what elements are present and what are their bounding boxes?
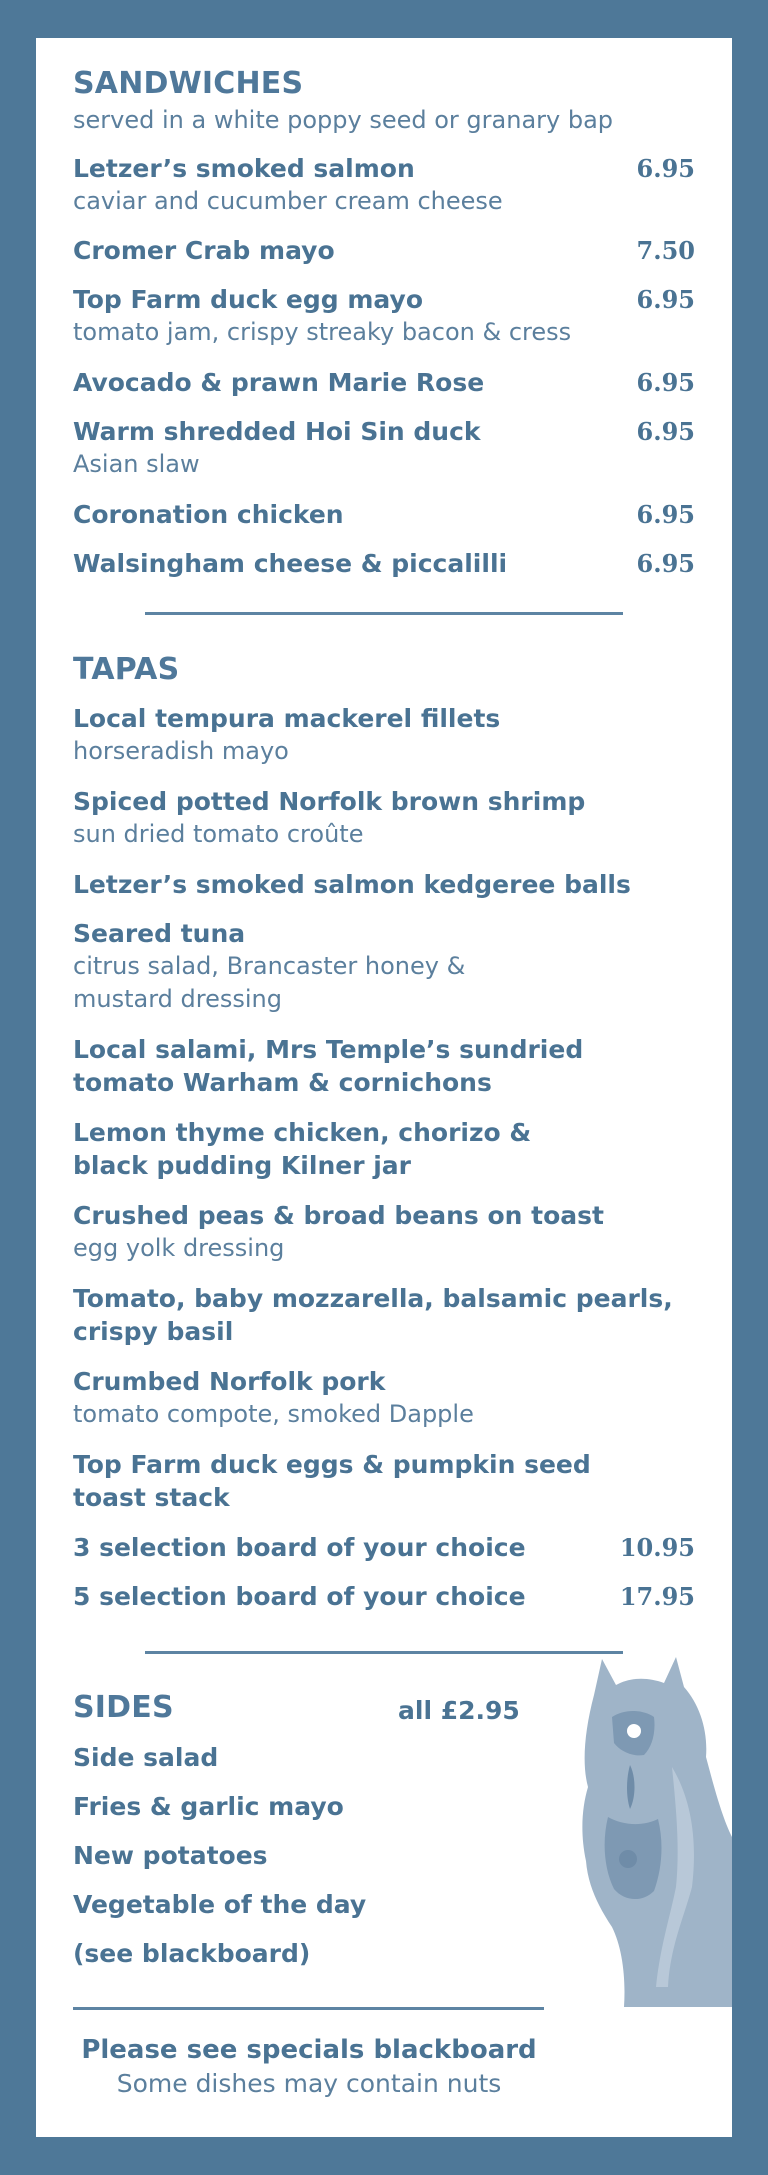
sandwiches-subtitle: served in a white poppy seed or granary bap	[73, 106, 614, 134]
menu-item	[73, 498, 732, 531]
tapas-title: TAPAS	[73, 652, 180, 687]
item-description-line2: mustard dressing	[73, 985, 282, 1013]
menu-item	[73, 702, 732, 768]
item-name: Fries & garlic mayo	[73, 1792, 344, 1821]
board-item	[73, 1531, 732, 1564]
menu-item	[73, 917, 732, 1016]
item-price: 6.95	[636, 417, 695, 446]
sides-price-note: all £2.95	[398, 1696, 520, 1725]
item-name: Vegetable of the day	[73, 1890, 367, 1919]
item-name: Top Farm duck eggs & pumpkin seed	[73, 1450, 591, 1479]
specials-note: Please see specials blackboard	[81, 2035, 537, 2065]
horse-illustration-icon	[572, 1647, 732, 2007]
item-description: tomato jam, crispy streaky bacon & cress	[73, 318, 572, 346]
item-price: 6.95	[636, 285, 695, 314]
item-name: Avocado & prawn Marie Rose	[73, 368, 485, 397]
item-name-line2: toast stack	[73, 1483, 230, 1512]
item-name: Crumbed Norfolk pork	[73, 1367, 386, 1396]
item-name: Local tempura mackerel fillets	[73, 704, 501, 733]
sides-title: SIDES	[73, 1690, 174, 1725]
menu-item	[73, 547, 732, 580]
item-name: Top Farm duck egg mayo	[73, 285, 423, 314]
item-price: 6.95	[636, 154, 695, 183]
item-name: Spiced potted Norfolk brown shrimp	[73, 787, 586, 816]
menu-item	[73, 1448, 732, 1514]
item-name: Letzer’s smoked salmon	[73, 154, 415, 183]
menu-item	[73, 415, 732, 481]
item-price: 6.95	[636, 368, 695, 397]
item-name: Seared tuna	[73, 919, 246, 948]
allergy-note: Some dishes may contain nuts	[116, 2069, 502, 2098]
menu-item	[73, 1199, 732, 1265]
menu-item	[73, 152, 732, 218]
section-divider	[145, 1651, 623, 1654]
item-name: Coronation chicken	[73, 500, 344, 529]
item-name: 5 selection board of your choice	[73, 1582, 526, 1611]
menu-item	[73, 234, 732, 267]
item-name: (see blackboard)	[73, 1939, 311, 1968]
item-name: Tomato, baby mozzarella, balsamic pearls,	[73, 1284, 673, 1313]
item-name: New potatoes	[73, 1841, 268, 1870]
item-price: 17.95	[619, 1582, 695, 1611]
menu-card	[36, 38, 732, 2137]
item-name-line2: crispy basil	[73, 1317, 234, 1346]
item-price: 7.50	[636, 236, 695, 265]
item-description: citrus salad, Brancaster honey &	[73, 952, 466, 980]
footer-divider	[73, 2007, 544, 2010]
menu-item	[73, 1116, 732, 1182]
board-item	[73, 1580, 732, 1613]
sandwiches-title: SANDWICHES	[73, 66, 304, 101]
item-description: egg yolk dressing	[73, 1234, 285, 1262]
menu-item	[73, 1282, 732, 1348]
menu-item	[73, 1365, 732, 1431]
item-name: Warm shredded Hoi Sin duck	[73, 417, 481, 446]
item-description: horseradish mayo	[73, 737, 289, 765]
item-name: Cromer Crab mayo	[73, 236, 335, 265]
item-name: Local salami, Mrs Temple’s sundried	[73, 1035, 584, 1064]
menu-item	[73, 868, 732, 901]
item-name-line2: tomato Warham & cornichons	[73, 1068, 492, 1097]
section-divider	[145, 612, 623, 615]
item-price: 10.95	[619, 1533, 695, 1562]
menu-item	[73, 1033, 732, 1099]
menu-item	[73, 366, 732, 399]
menu-item	[73, 283, 732, 349]
item-price: 6.95	[636, 549, 695, 578]
item-description: Asian slaw	[73, 450, 200, 478]
item-name: Crushed peas & broad beans on toast	[73, 1201, 604, 1230]
item-description: caviar and cucumber cream cheese	[73, 187, 503, 215]
item-name-line2: black pudding Kilner jar	[73, 1151, 412, 1180]
menu-item	[73, 785, 732, 851]
item-description: tomato compote, smoked Dapple	[73, 1400, 474, 1428]
item-name: Lemon thyme chicken, chorizo &	[73, 1118, 532, 1147]
item-price: 6.95	[636, 500, 695, 529]
item-name: Letzer’s smoked salmon kedgeree balls	[73, 870, 631, 899]
item-description: sun dried tomato croûte	[73, 820, 364, 848]
item-name: 3 selection board of your choice	[73, 1533, 526, 1562]
item-name: Side salad	[73, 1743, 219, 1772]
footer	[36, 2033, 582, 2101]
item-name: Walsingham cheese & piccalilli	[73, 549, 508, 578]
